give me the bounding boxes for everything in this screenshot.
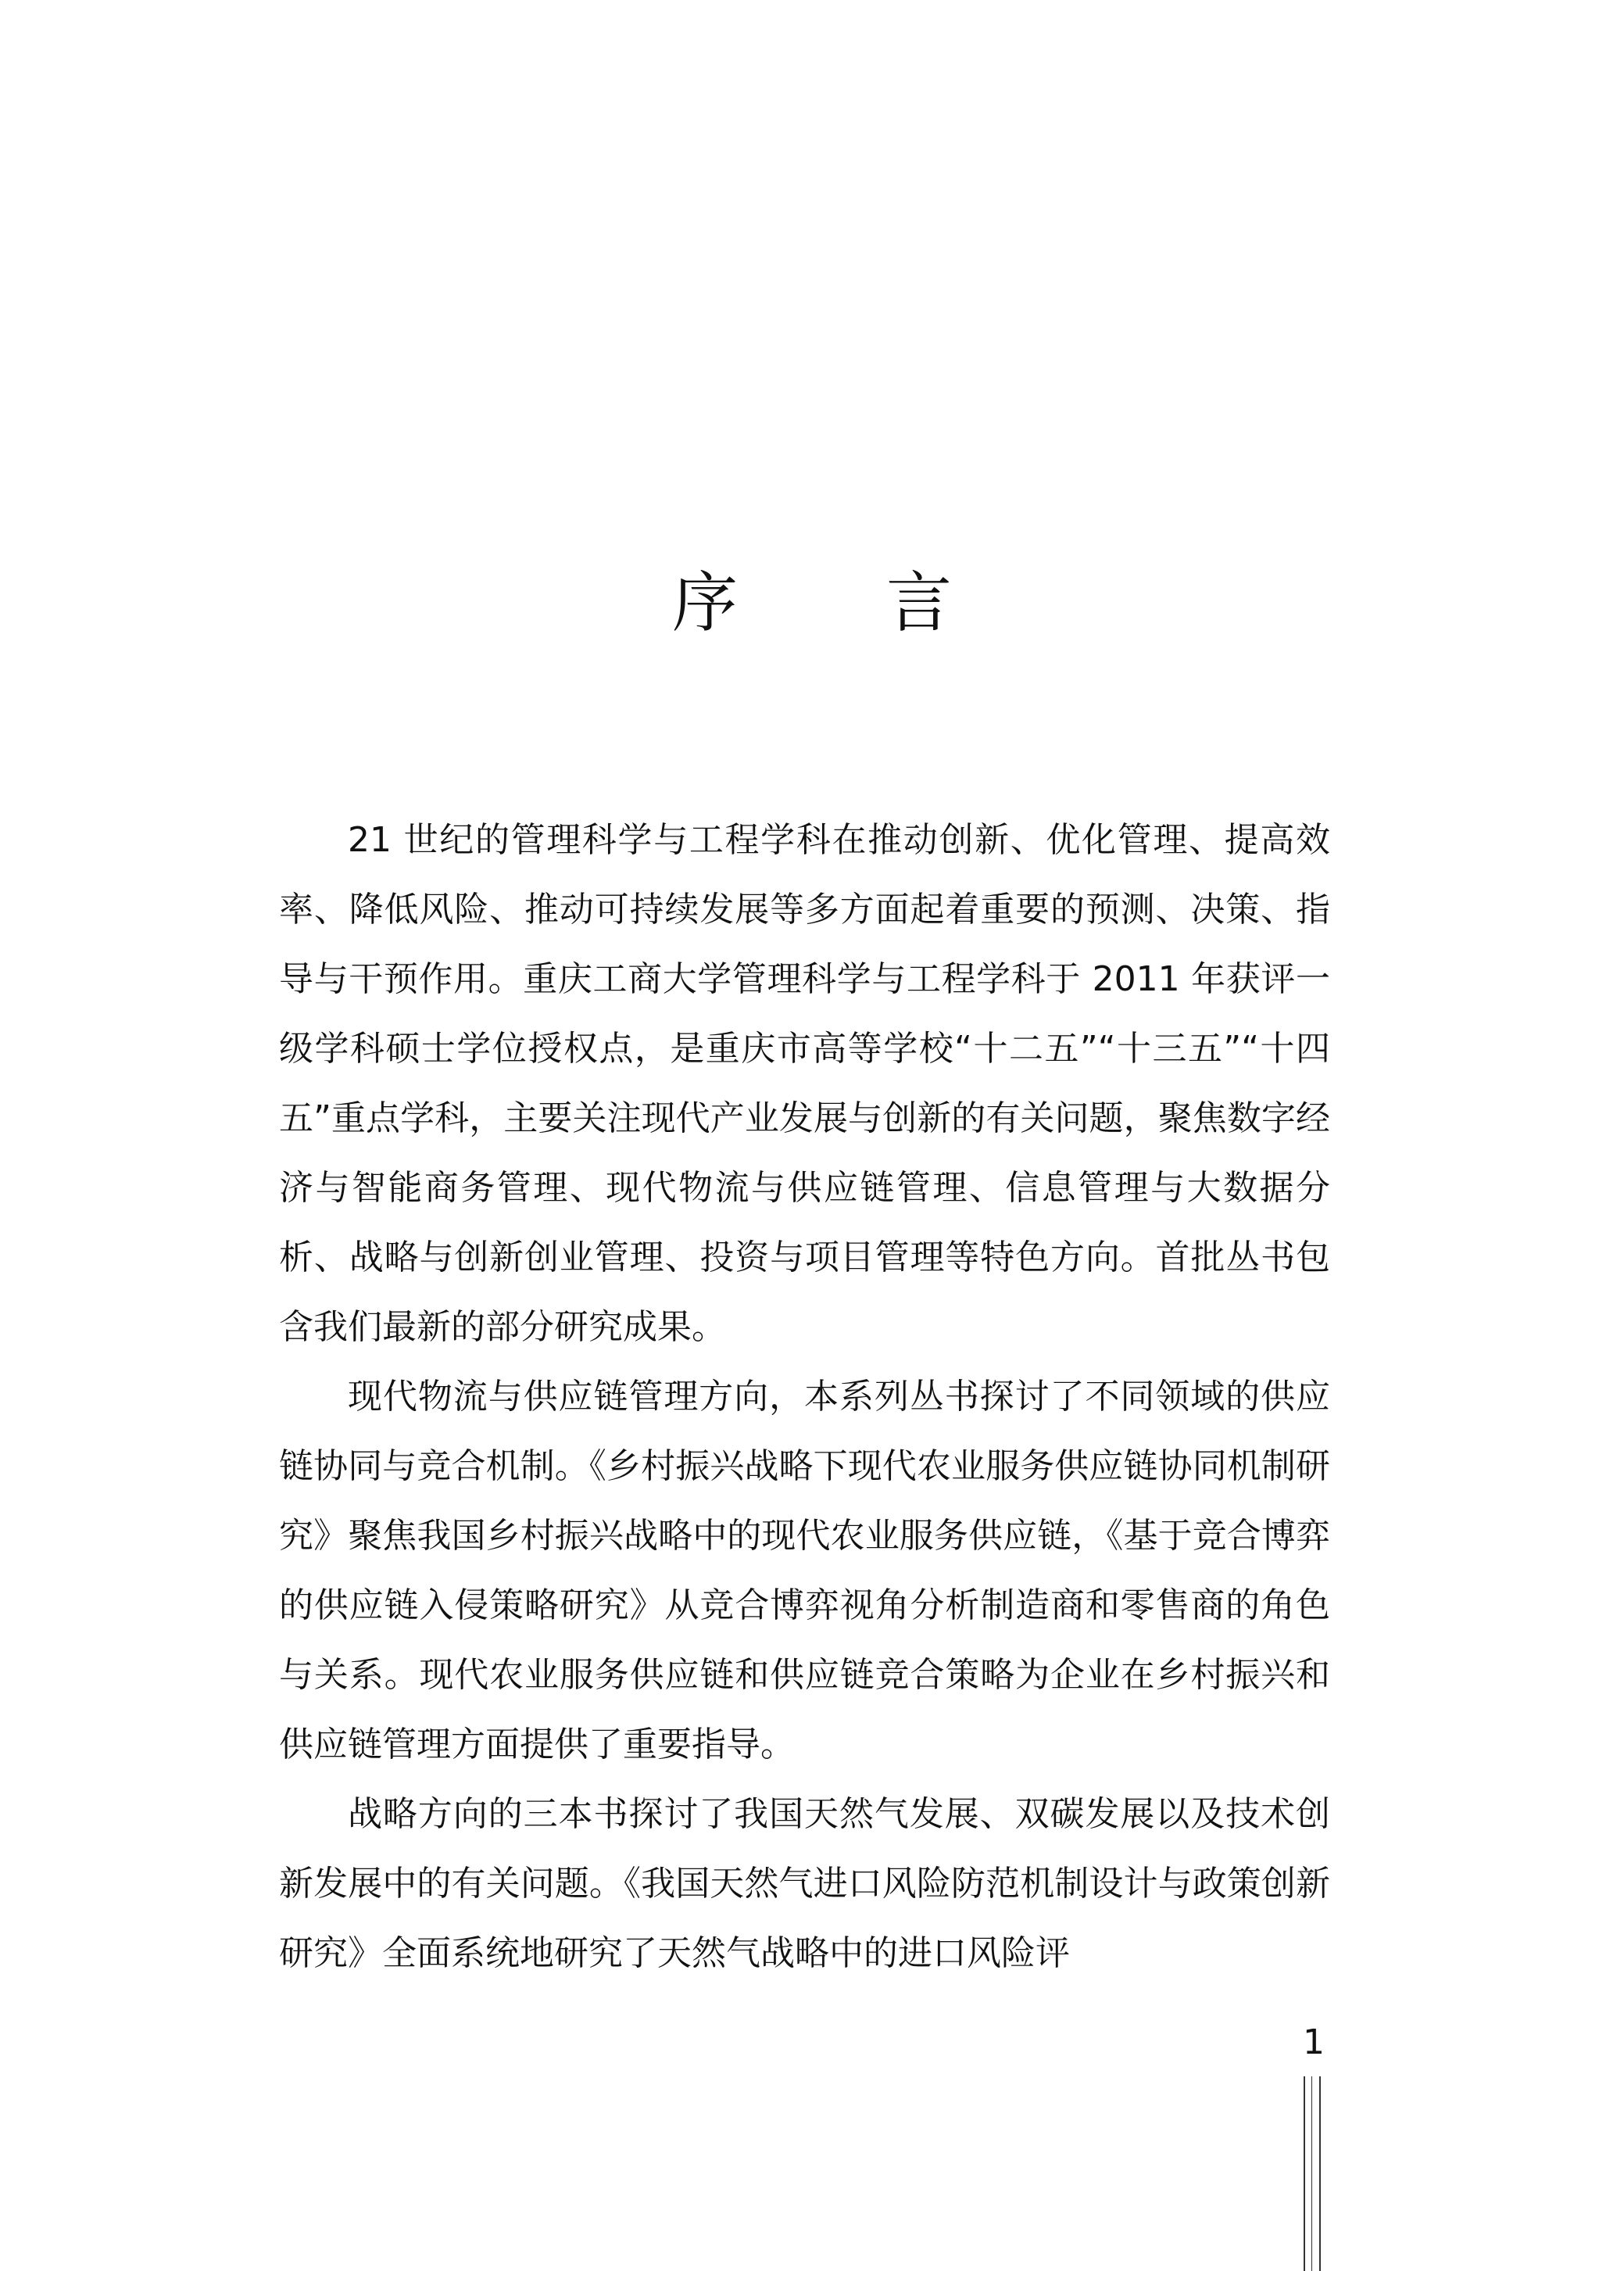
margin-rule-left <box>1304 2076 1305 2271</box>
margin-rule-right <box>1319 2076 1321 2271</box>
title-char-2: 言 <box>886 564 953 642</box>
page-number: 1 <box>1303 2022 1325 2062</box>
paragraph-2: 现代物流与供应链管理方向，本系列丛书探讨了不同领域的供应链协同与竞合机制。《乡村振兴战略下现代农业服务供应链协同机制研究》聚焦我国乡村振兴战略中的现代农业服务供应链，《基于竞合博弈的供应链入侵策略研究》从竞合博弈视角分析制造商和零售商的角色与关系。现代农业服务供应链和供应链竞合策略为企业在乡村振兴和供应链管理方面提供了重要指导。 <box>279 1377 1330 1764</box>
margin-rule-middle <box>1311 2076 1312 2271</box>
paragraph-3: 战略方向的三本书探讨了我国天然气发展、双碳发展以及技术创新发展中的有关问题。《我国天然气进口风险防范机制设计与政策创新研究》全面系统地研究了天然气战略中的进口风险评 <box>279 1794 1330 1973</box>
title-char-1: 序 <box>671 564 738 642</box>
page-title <box>0 560 1624 646</box>
preface-body <box>279 805 1330 1988</box>
paragraph-1: 21 世纪的管理科学与工程学科在推动创新、优化管理、提高效率、降低风险、推动可持续发展等多方面起着重要的预测、决策、指导与干预作用。重庆工商大学管理科学与工程学科于 2011 年获评一级学科硕士学位授权点，是重庆市高等学校“十二五”“十三五”“十四五”重点学科，主要关注现代产业发展与创新的有关问题，聚焦数字经济与智能商务管理、现代物流与供应链管理、信息管理与大数据分析、战略与创新创业管理、投资与项目管理等特色方向。首批丛书包含我们最新的部分研究成果。 <box>279 820 1330 1347</box>
